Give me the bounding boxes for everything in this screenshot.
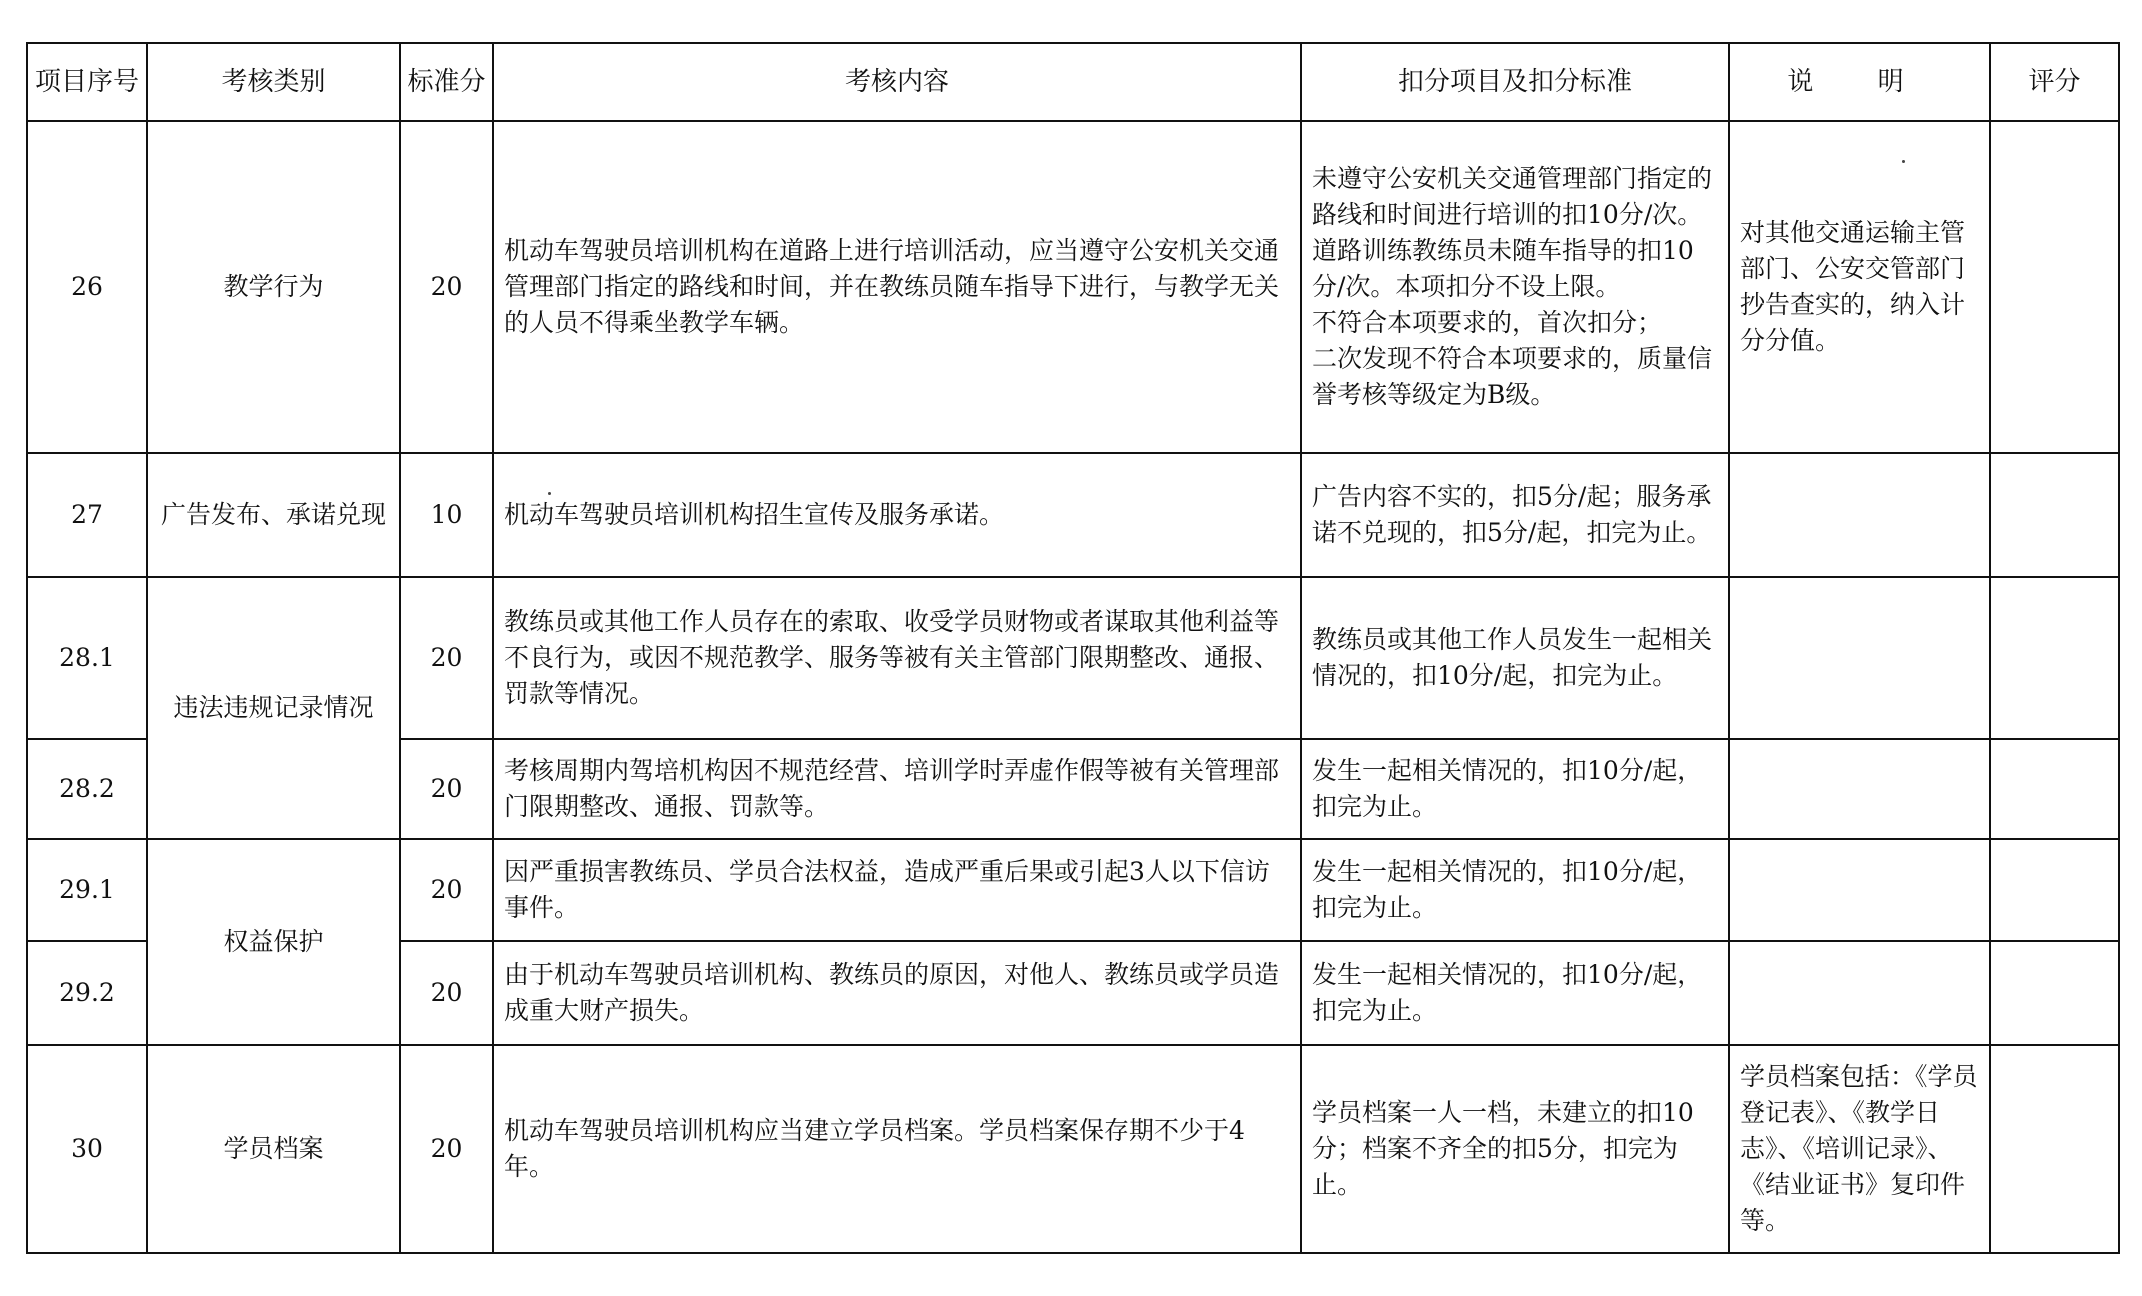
note-cell bbox=[1729, 453, 1990, 577]
note-cell bbox=[1729, 839, 1990, 941]
table-row bbox=[27, 453, 2119, 577]
deduction-cell: 未遵守公安机关交通管理部门指定的路线和时间进行培训的扣10分/次。道路训练教练员未随车指导的扣10分/次。本项扣分不设上限。 不符合本项要求的，首次扣分； 二次发现不符合本项要求的，质量信誉考核等级定为B级。 bbox=[1301, 121, 1729, 453]
category-cell: 权益保护 bbox=[147, 839, 400, 1045]
rating-cell[interactable] bbox=[1990, 453, 2119, 577]
note-cell: 学员档案包括：《学员登记表》、《教学日志》、《培训记录》、《结业证书》复印件等。 bbox=[1729, 1045, 1990, 1253]
item-number-cell: 29.1 bbox=[27, 839, 147, 941]
scan-speck bbox=[1902, 160, 1905, 163]
score-cell: 10 bbox=[400, 453, 493, 577]
assessment-table-sheet bbox=[26, 42, 2118, 1254]
rating-cell[interactable] bbox=[1990, 577, 2119, 739]
table-row bbox=[27, 121, 2119, 453]
rating-cell[interactable] bbox=[1990, 839, 2119, 941]
item-number-cell: 28.2 bbox=[27, 739, 147, 839]
deduction-cell: 教练员或其他工作人员发生一起相关情况的，扣10分/起，扣完为止。 bbox=[1301, 577, 1729, 739]
rating-cell[interactable] bbox=[1990, 739, 2119, 839]
score-cell: 20 bbox=[400, 941, 493, 1045]
item-number-cell: 27 bbox=[27, 453, 147, 577]
note-cell bbox=[1729, 941, 1990, 1045]
header-rating: 评分 bbox=[1990, 43, 2119, 121]
content-cell: 教练员或其他工作人员存在的索取、收受学员财物或者谋取其他利益等不良行为，或因不规范教学、服务等被有关主管部门限期整改、通报、罚款等情况。 bbox=[493, 577, 1301, 739]
header-category: 考核类别 bbox=[147, 43, 400, 121]
deduction-cell: 广告内容不实的，扣5分/起；服务承诺不兑现的，扣5分/起，扣完为止。 bbox=[1301, 453, 1729, 577]
rating-cell[interactable] bbox=[1990, 1045, 2119, 1253]
assessment-table bbox=[26, 42, 2120, 1254]
content-cell: 因严重损害教练员、学员合法权益，造成严重后果或引起3人以下信访事件。 bbox=[493, 839, 1301, 941]
item-number-cell: 28.1 bbox=[27, 577, 147, 739]
deduction-cell: 学员档案一人一档，未建立的扣10分；档案不齐全的扣5分，扣完为止。 bbox=[1301, 1045, 1729, 1253]
note-cell: 对其他交通运输主管部门、公安交管部门抄告查实的，纳入计分分值。 bbox=[1729, 121, 1990, 453]
table-row bbox=[27, 577, 2119, 739]
header-standard-score: 标准分 bbox=[400, 43, 493, 121]
item-number-cell: 29.2 bbox=[27, 941, 147, 1045]
category-cell: 广告发布、承诺兑现 bbox=[147, 453, 400, 577]
category-cell: 违法违规记录情况 bbox=[147, 577, 400, 839]
header-content: 考核内容 bbox=[493, 43, 1301, 121]
item-number-cell: 30 bbox=[27, 1045, 147, 1253]
deduction-cell: 发生一起相关情况的，扣10分/起，扣完为止。 bbox=[1301, 839, 1729, 941]
score-cell: 20 bbox=[400, 739, 493, 839]
scan-speck bbox=[548, 492, 551, 495]
score-cell: 20 bbox=[400, 839, 493, 941]
header-deduction: 扣分项目及扣分标准 bbox=[1301, 43, 1729, 121]
item-number-cell: 26 bbox=[27, 121, 147, 453]
deduction-cell: 发生一起相关情况的，扣10分/起，扣完为止。 bbox=[1301, 941, 1729, 1045]
rating-cell[interactable] bbox=[1990, 121, 2119, 453]
content-cell: 由于机动车驾驶员培训机构、教练员的原因，对他人、教练员或学员造成重大财产损失。 bbox=[493, 941, 1301, 1045]
table-row bbox=[27, 1045, 2119, 1253]
rating-cell[interactable] bbox=[1990, 941, 2119, 1045]
score-cell: 20 bbox=[400, 121, 493, 453]
score-cell: 20 bbox=[400, 577, 493, 739]
table-row bbox=[27, 839, 2119, 941]
header-note: 说 明 bbox=[1729, 43, 1990, 121]
deduction-cell: 发生一起相关情况的，扣10分/起，扣完为止。 bbox=[1301, 739, 1729, 839]
content-cell: 机动车驾驶员培训机构在道路上进行培训活动，应当遵守公安机关交通管理部门指定的路线和时间，并在教练员随车指导下进行，与教学无关的人员不得乘坐教学车辆。 bbox=[493, 121, 1301, 453]
content-cell: 机动车驾驶员培训机构应当建立学员档案。学员档案保存期不少于4年。 bbox=[493, 1045, 1301, 1253]
header-row bbox=[27, 43, 2119, 121]
note-cell bbox=[1729, 739, 1990, 839]
category-cell: 教学行为 bbox=[147, 121, 400, 453]
header-item-number: 项目序号 bbox=[27, 43, 147, 121]
category-cell: 学员档案 bbox=[147, 1045, 400, 1253]
note-cell bbox=[1729, 577, 1990, 739]
score-cell: 20 bbox=[400, 1045, 493, 1253]
content-cell: 机动车驾驶员培训机构招生宣传及服务承诺。 bbox=[493, 453, 1301, 577]
content-cell: 考核周期内驾培机构因不规范经营、培训学时弄虚作假等被有关管理部门限期整改、通报、罚款等。 bbox=[493, 739, 1301, 839]
